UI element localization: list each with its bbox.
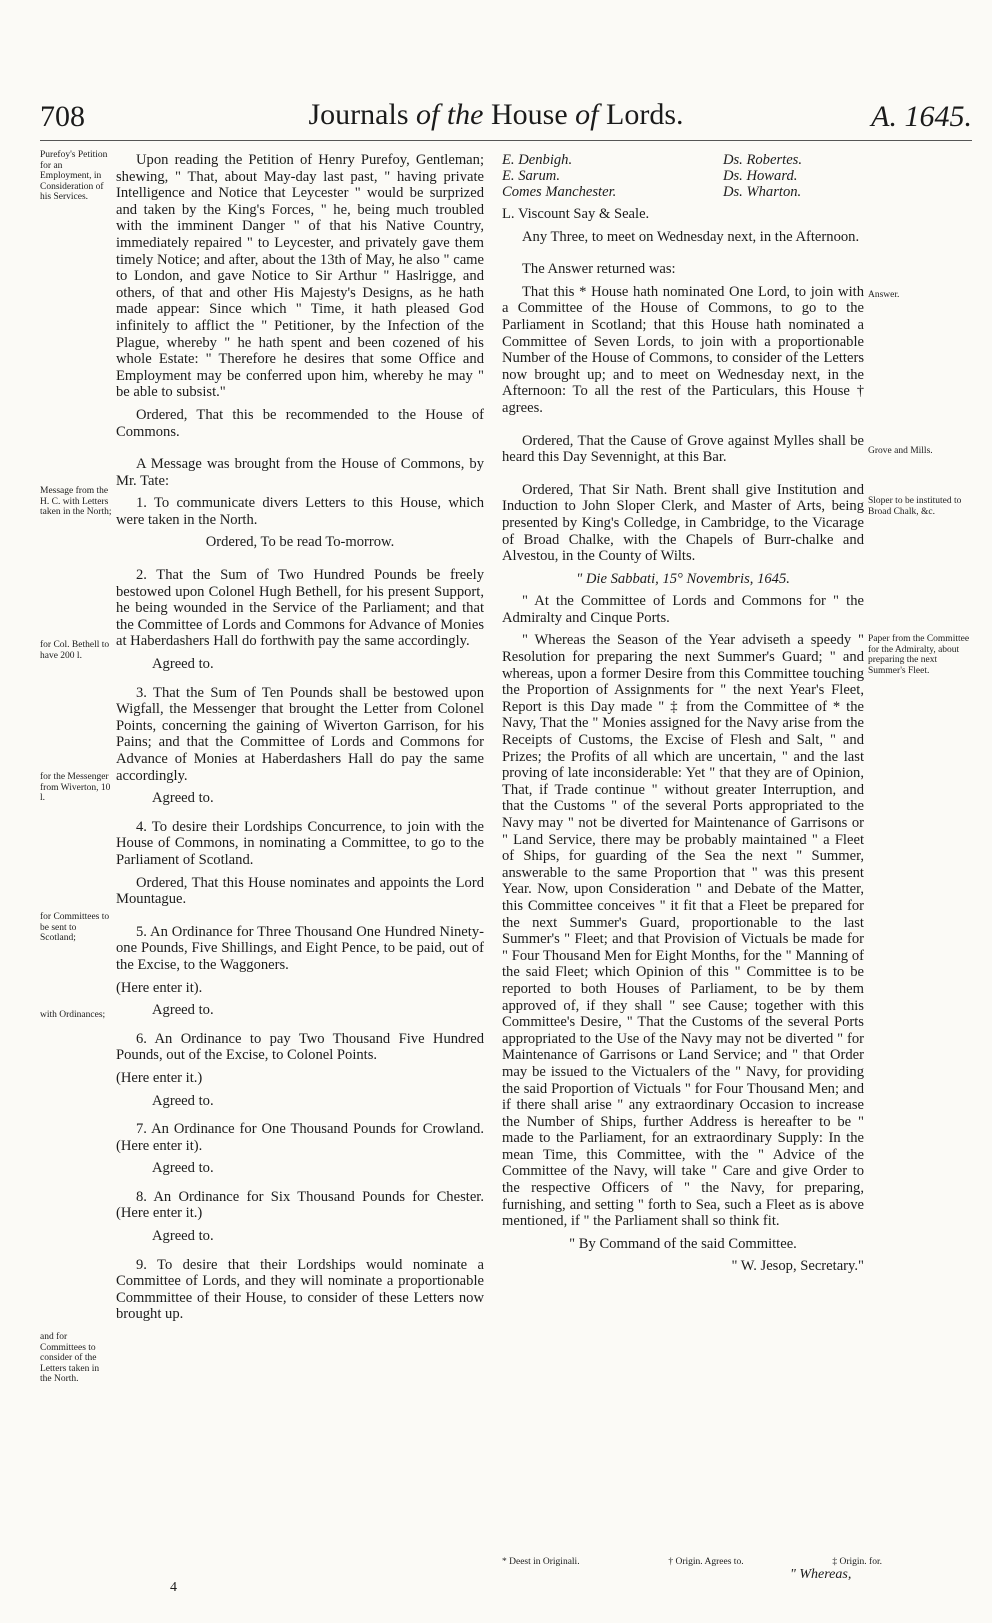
margin-note-ordinances: with Ordinances;	[40, 1010, 106, 1020]
page-year: A. 1645.	[871, 100, 972, 133]
admiralty-report: " Whereas the Season of the Year adviseth a speedy " Resolution for preparing the next Summer's Guard; " and whereas, upon a former Desire from this Committee touching the Proportion of Assignments for " the next Year's Fleet, Report is this Day made " ‡ from the Committee of * the Navy, That the " Monies assigned for the Navy arise from the Receipts of Customs, the Excise of Flesh and Salt, " and Prizes; the Profits of all which are uncertain, " and the last proving of late inconsiderable: Yet " that they are of Opinion, That, if Trade continue " without greater Interruption, and that the Customs " of the several Ports appropriated to the Navy may " not be diverted for Maintenance of Garrisons or " Land Service, there may be probably maintained " a Fleet of Ships, for guarding of the Sea the next " Summer, answerable to the same Proportion that " was this present Year. Now, upon Consideration " and Debate of the Matter, this Committee conceives " it fit that a Fleet be prepared for the next Summer's Guard, proportionable to the last Summer's " Fleet; and that Provision of Victuals be made for " Four Thousand Men for Eight Months, for the " Manning of the said Fleet; which Opinion of this " Committee is to be reported to both Houses of Parliament, to be by them approved of, if they shall " see Cause; together with this Committee's Desire, " That the Customs of the several Ports appropriated to the Use of the Navy may not be diverted " for Maintenance of Garrisons or Land Service; and " that Order may be issued to the Victualers of the " Navy, for providing the said Proportion of Victuals " for Four Thousand Men; and if there shall arise " any extraordinary Occasion to increase the Number of Ships, further Address is hereafter to be " made to the Parliament, for an extraordinary Supply: In the mean Time, this Committee, with the " Advice of the Committee of the Navy, will take " Care and give Order to the respective Officers of " the Navy, for preparing, furnishing, and setting " forth to Sea, such a Fleet as is above mentioned, if " the Parliament shall so think fit.	[502, 632, 864, 1230]
margin-note-grove: Grove and Mills.	[868, 446, 933, 456]
agreed-5: Agreed to.	[152, 1002, 214, 1019]
left-column	[116, 152, 484, 1329]
committee-names	[502, 152, 802, 200]
agreed-6: Agreed to.	[152, 1092, 214, 1109]
margin-note-paper: Paper from the Committee for the Admiralty, about preparing the next Summer's Fleet.	[868, 634, 970, 676]
item-8: 8. An Ordinance for Six Thousand Pounds for Chester. (Here enter it.)	[116, 1188, 484, 1222]
name-sarum: E. Sarum.	[502, 168, 560, 184]
title-house: House	[491, 98, 568, 131]
title-the: the	[446, 98, 484, 131]
signature-mark: 4	[170, 1580, 177, 1595]
names-col-barons	[723, 152, 802, 200]
item-2: 2. That the Sum of Two Hundred Pounds be freely bestowed upon Colonel Hugh Bethell, for his present Support, he being wounded in the Service of the Parliament; and that the Committee of Lords and Commons for Advance of Monies at Haberdashers Hall do forthwith pay the same accordingly.	[116, 567, 484, 650]
ordered-read: Ordered, To be read To-morrow.	[205, 534, 395, 551]
ordered-recommend: Ordered, That this be recommended to the House of Commons.	[116, 406, 484, 440]
margin-note-purefoy: Purefoy's Petition for an Employment, in Consideration of his Services.	[40, 150, 108, 202]
right-column	[502, 152, 864, 1281]
ordered-sloper: Ordered, That Sir Nath. Brent shall give Institution and Induction to John Sloper Clerk, and Master of Arts, being presented by King's Colledge, in Cambridge, to the Vicarage of Broad Chalke, with the Chapels of Burr-chalke and Alvestou, in the County of Wilts.	[502, 481, 864, 565]
margin-note-messenger: for the Messenger from Wiverton, 10 l.	[40, 772, 111, 803]
answer-text: That this * House hath nominated One Lord, to join with a Committee of the House of Commons, to go to the Parliament in Scotland; that this House hath nominated a Committee of Seven Lords, to join with a proportionable Number of the House of Commons, to consider of the Letters now brought up; and to meet on Wednesday next, in the Afternoon: To all the rest of the Particulars, this House † agrees.	[502, 283, 864, 416]
die-sabbati: " Die Sabbati, 15° Novembris, 1645.	[576, 570, 790, 587]
item-7: 7. An Ordinance for One Thousand Pounds for Crowland. (Here enter it).	[116, 1121, 484, 1154]
item-4: 4. To desire their Lordships Concurrence, to join with the House of Commons, in nominating a Committee, to go to the Parliament of Scotland.	[116, 818, 484, 868]
item-5: 5. An Ordinance for Three Thousand One Hundred Ninety-one Pounds, Five Shillings, and Eight Pence, to be paid, out of the Excise, to the Waggoners.	[116, 923, 484, 973]
title-of-2: of	[575, 98, 599, 131]
margin-note-bethell: for Col. Bethell to have 200 l.	[40, 640, 110, 661]
item-6: 6. An Ordinance to pay Two Thousand Five Hundred Pounds, out of the Excise, to Colonel Points.	[116, 1030, 484, 1064]
title-lords: Lords.	[606, 98, 684, 131]
item-9: 9. To desire that their Lordships would nominate a Committee of Lords, and they will nominate a proportionable Commmittee of their House, to consider of these Letters now brought up.	[116, 1256, 484, 1323]
any-three: Any Three, to meet on Wednesday next, in the Afternoon.	[522, 228, 860, 245]
agreed-2: Agreed to.	[152, 656, 214, 673]
purefoy-petition: Upon reading the Petition of Henry Purefoy, Gentleman; shewing, " That, about May-day last past, " having private Intelligence and Notice that Leycester " would be surprized and taken by the King's Forces, " he, being much troubled with the imminent Danger " of that his Native Country, immediately repaired " to Leycester, and privately gave them timely Notice; and after, about the 13th of May, he also " came to London, and gave Notice to Sir Arthur " Haslrigge, and others, of that and other His Majesty's Designs, as he hath made appear: Since which " Time, it hath pleased God infinitely to afflict the " Petitioner, by the Infection of the Plague, whereby " he hath spent and been cozened of his whole Estate: " Therefore he desires that some Office and Employment may be conferred upon him, whereby he may " be able to subsist."	[116, 152, 484, 401]
footnote-for: ‡ Origin. for.	[832, 1557, 882, 1567]
page-number: 708	[40, 100, 85, 133]
name-denbigh: E. Denbigh.	[502, 152, 573, 168]
title-journals: Journals	[308, 98, 409, 131]
name-howard: Ds. Howard.	[722, 168, 798, 184]
header-rule	[40, 140, 972, 141]
viscount-say: L. Viscount Say & Seale.	[502, 206, 650, 222]
footnote-deest: * Deest in Originali.	[502, 1557, 580, 1567]
agreed-7: Agreed to.	[152, 1160, 214, 1177]
margin-note-message: Message from the H. C. with Letters taken in the North;	[40, 486, 112, 517]
item-3: 3. That the Sum of Ten Pounds shall be bestowed upon Wigfall, the Messenger that brought the Letter from Colonel Points, concerning the gaining of Wiverton Garrison, for his Pains; and that the Committee of Lords and Commons for Advance of Monies at Haberdashers Hall do pay the same accordingly.	[116, 684, 484, 784]
by-command: " By Command of the said Committee.	[569, 1235, 797, 1252]
name-robertes: Ds. Robertes.	[722, 152, 802, 168]
margin-note-sloper: Sloper to be instituted to Broad Chalk, &c.	[868, 496, 962, 517]
answer-returned: The Answer returned was:	[522, 261, 676, 278]
margin-note-scotland: for Committees to be sent to Scotland;	[40, 912, 110, 943]
signature-jesop: " W. Jesop, Secretary."	[731, 1258, 864, 1275]
names-col-earls	[502, 152, 616, 200]
ordered-grove: Ordered, That the Cause of Grove against Mylles shall be heard this Day Sevennight, at this Bar.	[502, 432, 864, 466]
enter-6: (Here enter it.)	[116, 1069, 203, 1086]
name-manchester: Comes Manchester.	[502, 184, 617, 200]
footnote-agrees: † Origin. Agrees to.	[668, 1557, 744, 1567]
catchword: " Whereas,	[790, 1567, 852, 1582]
running-title	[0, 98, 992, 132]
message-commons: A Message was brought from the House of Commons, by Mr. Tate:	[116, 456, 484, 489]
title-of: of	[416, 98, 440, 131]
item-1: 1. To communicate divers Letters to this House, which were taken in the North.	[116, 495, 484, 528]
margin-note-answer: Answer.	[868, 290, 900, 300]
footnotes	[502, 1557, 882, 1567]
agreed-3: Agreed to.	[152, 790, 214, 807]
agreed-8: Agreed to.	[152, 1228, 214, 1245]
committee-heading: " At the Committee of Lords and Commons for " the Admiralty and Cinque Ports.	[502, 593, 864, 626]
margin-note-committees: and for Committees to consider of the Letters taken in the North.	[40, 1332, 100, 1384]
enter-5: (Here enter it).	[116, 979, 203, 996]
name-wharton: Ds. Wharton.	[722, 184, 802, 200]
ordered-mountague: Ordered, That this House nominates and appoints the Lord Mountague.	[116, 874, 484, 908]
